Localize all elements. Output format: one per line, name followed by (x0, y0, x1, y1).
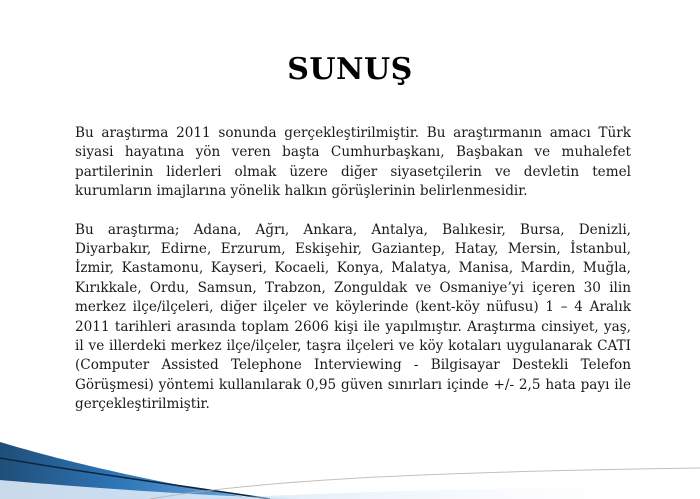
paragraph-method: Bu araştırma; Adana, Ağrı, Ankara, Antalya, Balıkesir, Bursa, Denizli, Diyarbakır, Edirne, Erzurum, Eskişehir, Gaziantep, Hatay, Mersin, İstanbul, İzmir, Kastamonu, Kayseri, Kocaeli, Konya, Malatya, Manisa, Mardin, Muğla, Kırıkkale, Ordu, Samsun, Trabzon, Zonguldak ve Osmaniye’yi içeren 30 ilin merkez ilçe/ilçeleri, diğer ilçeler ve köylerinde (kent-köy nüfusu) 1 – 4 Aralık 2011 tarihleri arasında toplam 2606 kişi ile yapılmıştır. Araştırma cinsiyet, yaş, il ve illerdeki merkez ilçe/ilçeler, taşra ilçeleri ve köy kotaları uygulanarak CATI (Computer Assisted Telephone Interviewing - Bilgisayar Destekli Telefon Görüşmesi) yöntemi kullanılarak 0,95 güven sınırları içinde +/- 2,5 hata payı ile gerçekleştirilmiştir. (75, 221, 631, 413)
slide-body (75, 124, 631, 434)
decor-bottom-band (200, 486, 700, 499)
paragraph-purpose: Bu araştırma 2011 sonunda gerçekleştirilmiştir. Bu araştırmanın amacı Türk siyasi hayatına yön veren başta Cumhurbaşkanı, Başbakan ve muhalefet partilerinin liderleri olmak üzere diğer siyasetçilerin ve devletin temel kurumların imajlarına yönelik halkın görüşlerinin belirlenmesidir. (75, 125, 631, 200)
slide-corner-decoration (0, 420, 700, 499)
slide-title: SUNUŞ (287, 52, 413, 87)
